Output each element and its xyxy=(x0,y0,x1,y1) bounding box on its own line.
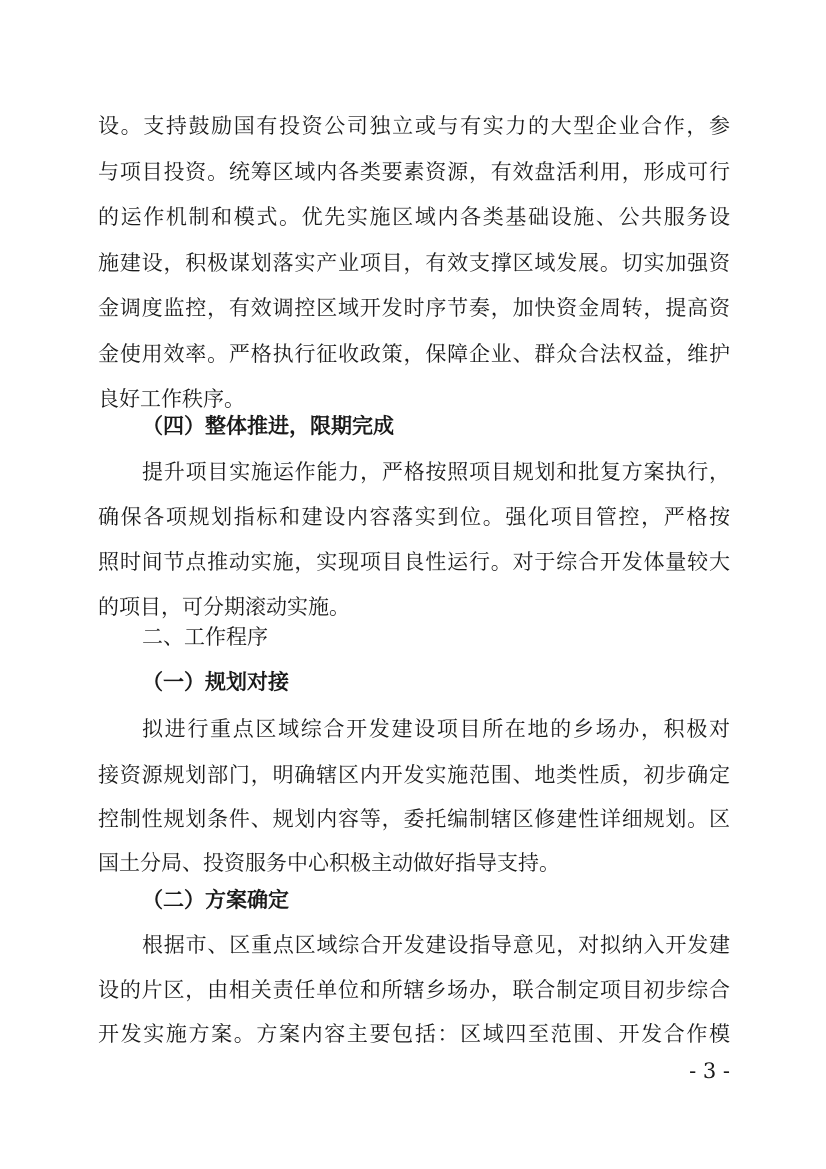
paragraph-line: 金调度监控，有效调控区域开发时序节奏，加快资金周转，提高资 xyxy=(98,296,730,320)
paragraph-line: 接资源规划部门，明确辖区内开发实施范围、地类性质，初步确定 xyxy=(98,763,730,787)
paragraph-line: 的运作机制和模式。优先实施区域内各类基础设施、公共服务设 xyxy=(98,205,730,229)
paragraph-line: 良好工作秩序。 xyxy=(98,387,245,411)
paragraph-line: 照时间节点推动实施，实现项目良性运行。对于综合开发体量较大 xyxy=(98,550,730,574)
paragraph-line: 与项目投资。统筹区域内各类要素资源，有效盘活利用，形成可行 xyxy=(98,160,730,184)
paragraph-line: 设。支持鼓励国有投资公司独立或与有实力的大型企业合作，参 xyxy=(98,114,730,138)
paragraph-line: 提升项目实施运作能力，严格按照项目规划和批复方案执行， xyxy=(142,460,730,484)
paragraph-line: 设的片区，由相关责任单位和所辖乡场办，联合制定项目初步综合 xyxy=(98,978,730,1002)
paragraph-line: 国土分局、投资服务中心积极主动做好指导支持。 xyxy=(98,851,560,875)
paragraph-line: 控制性规划条件、规划内容等，委托编制辖区修建性详细规划。区 xyxy=(98,807,730,831)
paragraph-line: 确保各项规划指标和建设内容落实到位。强化项目管控，严格按 xyxy=(98,505,730,529)
paragraph-line: 拟进行重点区域综合开发建设项目所在地的乡场办，积极对 xyxy=(142,717,730,741)
paragraph-line: 施建设，积极谋划落实产业项目，有效支撑区域发展。切实加强资 xyxy=(98,251,730,275)
section-title: 二、工作程序 xyxy=(142,625,268,649)
subsection-heading: （二）方案确定 xyxy=(142,888,289,912)
subsection-heading: （一）规划对接 xyxy=(142,670,289,694)
subsection-heading: （四）整体推进，限期完成 xyxy=(142,414,394,438)
paragraph-line: 根据市、区重点区域综合开发建设指导意见，对拟纳入开发建 xyxy=(142,933,730,957)
paragraph-line: 开发实施方案。方案内容主要包括：区域四至范围、开发合作模 xyxy=(98,1022,730,1046)
paragraph-line: 的项目，可分期滚动实施。 xyxy=(98,595,350,619)
page-number: - 3 - xyxy=(689,1059,730,1083)
paragraph-line: 金使用效率。严格执行征收政策，保障企业、群众合法权益，维护 xyxy=(98,342,730,366)
